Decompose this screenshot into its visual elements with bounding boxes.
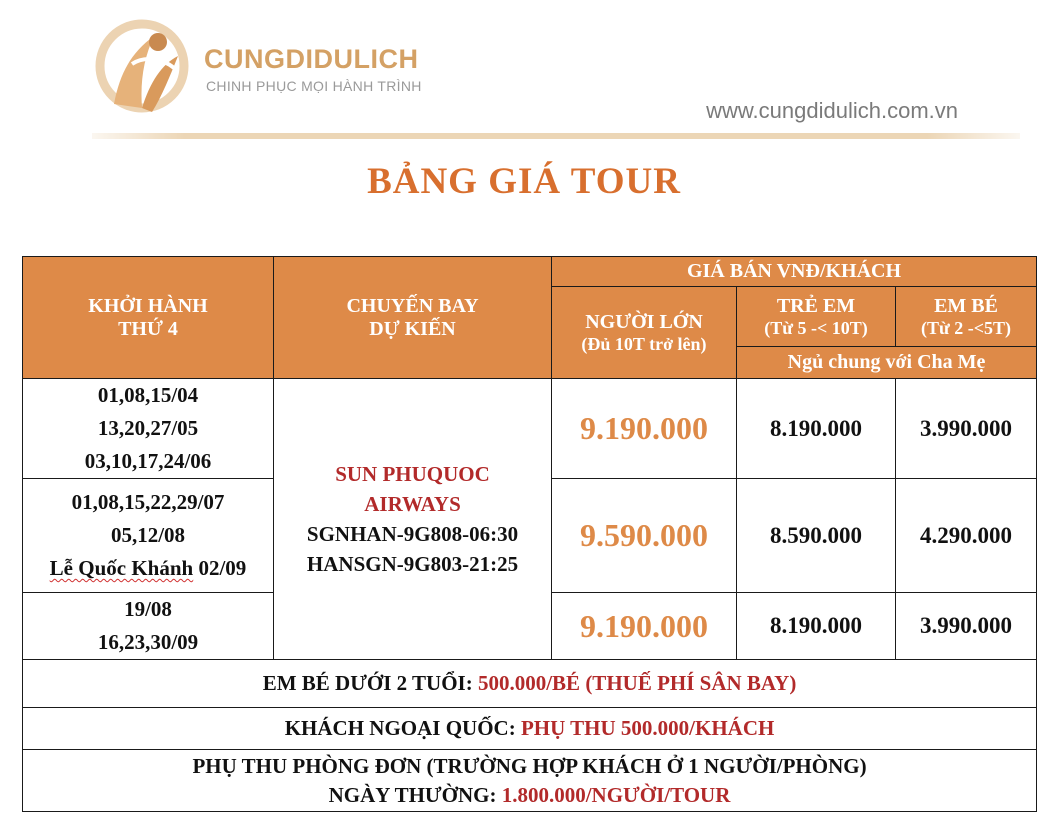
flight-info (274, 379, 552, 660)
tour-price-table (22, 256, 1037, 812)
brand-name: CUNGDIDULICH (204, 44, 419, 74)
note-row-foreign (23, 708, 1037, 750)
brand-tagline: CHINH PHỤC MỌI HÀNH TRÌNH (206, 78, 422, 94)
weekday-label: NGÀY THƯỜNG: (328, 782, 502, 807)
outbound-flight: SGNHAN-9G808-06:30 (306, 522, 519, 546)
date-line: 19/08 (124, 597, 172, 621)
note-row-single-room (23, 750, 1037, 812)
share-note-header: Ngủ chung với Cha Mẹ (737, 347, 1037, 379)
infant-note-label: EM BÉ DƯỚI 2 TUỔI: (262, 671, 478, 695)
departure-dates (23, 479, 274, 593)
foreign-note-value: PHỤ THU 500.000/KHÁCH (520, 716, 775, 740)
departure-dates (23, 379, 274, 479)
foreign-note-label: KHÁCH NGOẠI QUỐC: (284, 716, 521, 740)
return-flight: HANSGN-9G803-21:25 (306, 552, 519, 576)
departure-header (23, 257, 274, 379)
infant-price: 3.990.000 (896, 593, 1037, 660)
holiday-label: Lễ Quốc Khánh (49, 556, 194, 580)
company-logo (92, 12, 192, 127)
child-header-line1: TRẺ EM (776, 294, 856, 317)
holiday-date: 02/09 (198, 556, 247, 580)
infant-header (896, 287, 1037, 347)
infant-header-line1: EM BÉ (934, 294, 998, 317)
airline-name-line1: SUN PHUQUOC (335, 462, 490, 486)
departure-dates (23, 593, 274, 660)
airline-name-line2: AIRWAYS (364, 492, 461, 516)
single-room-note-line2 (23, 781, 1036, 810)
date-line: 01,08,15/04 (97, 383, 199, 407)
holiday-line (23, 552, 273, 585)
website-url: www.cungdidulich.com.vn (706, 98, 958, 123)
note-row-infant (23, 660, 1037, 708)
infant-price: 4.290.000 (896, 479, 1037, 593)
date-line: 01,08,15,22,29/07 (71, 490, 225, 514)
adult-header-line2: (Đủ 10T trở lên) (581, 333, 707, 354)
flight-header (274, 257, 552, 379)
infant-note (23, 660, 1037, 708)
child-header (737, 287, 896, 347)
child-header-line2: (Từ 5 -< 10T) (764, 317, 868, 338)
header-divider (92, 133, 1020, 139)
weekday-value: 1.800.000/NGƯỜI/TOUR (501, 782, 731, 807)
adult-price: 9.190.000 (552, 593, 737, 660)
departure-header-line1: KHỞI HÀNH (88, 294, 208, 317)
departure-header-line2: THỨ 4 (118, 317, 178, 340)
date-line: 16,23,30/09 (97, 630, 199, 654)
infant-note-value: 500.000/BÉ (THUẾ PHÍ SÂN BAY) (477, 671, 797, 695)
date-line: 13,20,27/05 (97, 416, 199, 440)
foreign-note (23, 708, 1037, 750)
adult-price: 9.590.000 (552, 479, 737, 593)
child-price: 8.190.000 (737, 593, 896, 660)
single-room-note (23, 750, 1037, 812)
infant-header-line2: (Từ 2 -<5T) (920, 317, 1012, 338)
child-price: 8.590.000 (737, 479, 896, 593)
adult-header (552, 287, 737, 379)
page-title: BẢNG GIÁ TOUR (367, 161, 681, 202)
adult-header-line1: NGƯỜI LỚN (585, 310, 703, 333)
table-row (23, 379, 1037, 479)
flight-header-line1: CHUYẾN BAY (346, 294, 479, 317)
date-line: 05,12/08 (110, 523, 186, 547)
header-row (23, 257, 1037, 287)
date-line: 03,10,17,24/06 (84, 449, 212, 473)
infant-price: 3.990.000 (896, 379, 1037, 479)
child-price: 8.190.000 (737, 379, 896, 479)
price-group-header: GIÁ BÁN VNĐ/KHÁCH (552, 257, 1037, 287)
flight-header-line2: DỰ KIẾN (369, 317, 456, 340)
adult-price: 9.190.000 (552, 379, 737, 479)
single-room-note-line1: PHỤ THU PHÒNG ĐƠN (TRƯỜNG HỢP KHÁCH Ở 1 NGƯỜI/PHÒNG) (192, 753, 867, 778)
